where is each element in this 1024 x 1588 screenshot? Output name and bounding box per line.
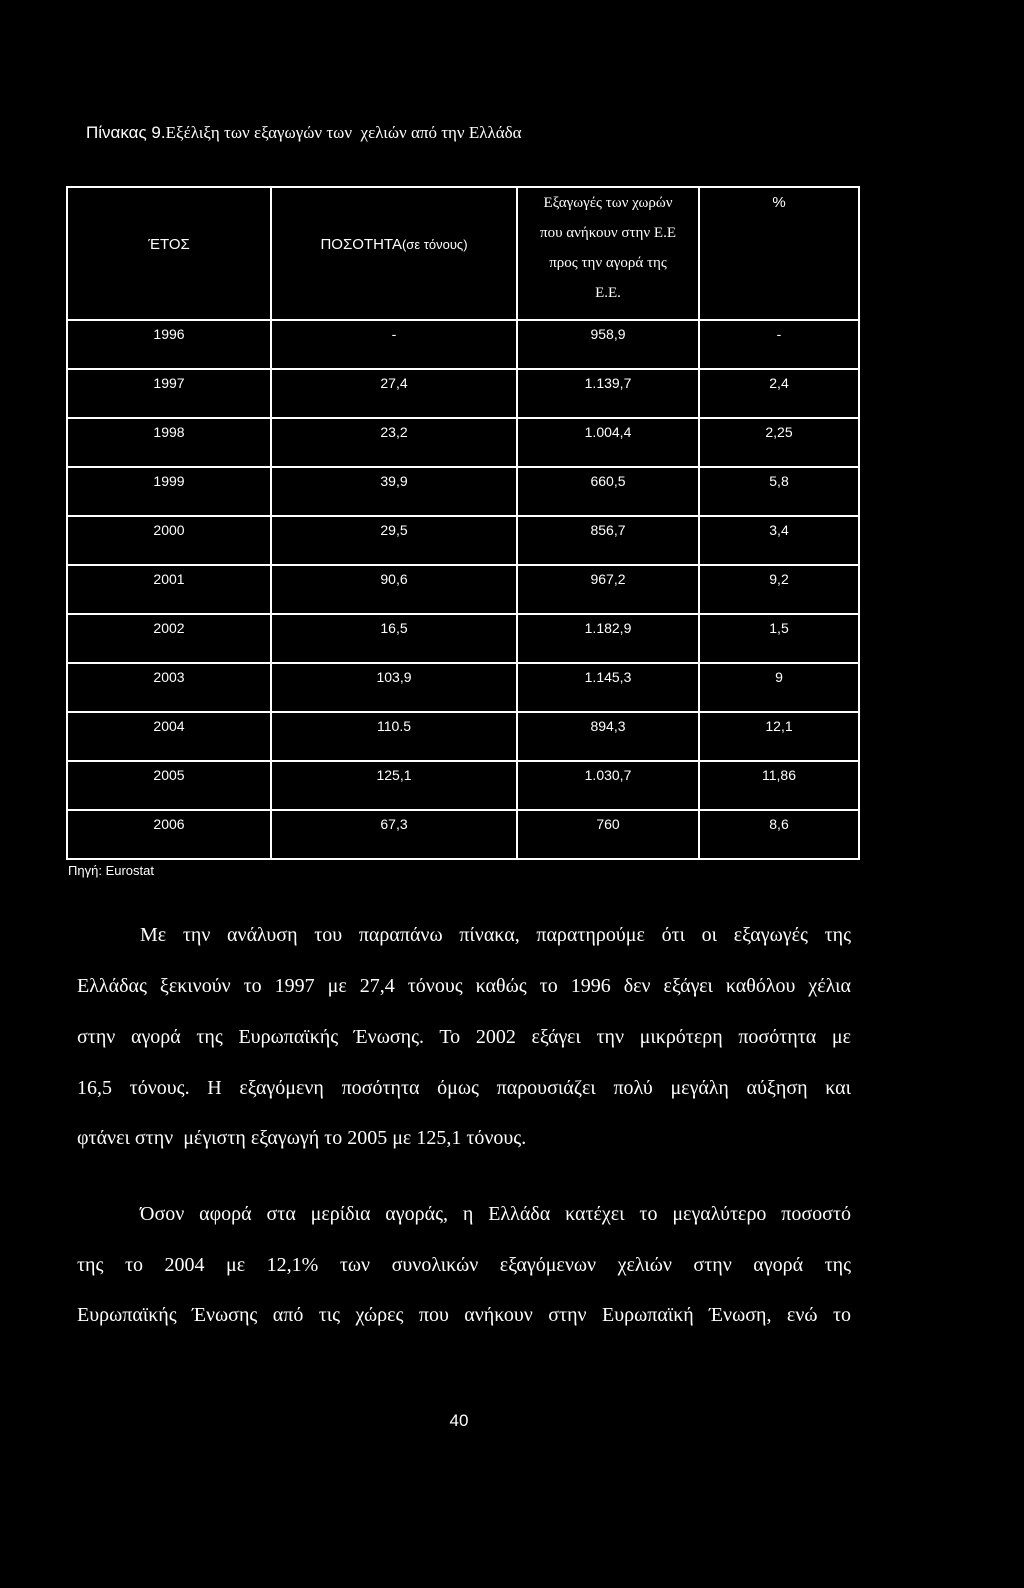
header-year: ΈΤΟΣ	[68, 188, 272, 321]
cell-year: 2000	[68, 517, 272, 566]
cell-percent: 8,6	[700, 811, 860, 860]
cell-quantity: 39,9	[272, 468, 518, 517]
cell-quantity: 27,4	[272, 370, 518, 419]
cell-percent: 2,25	[700, 419, 860, 468]
table-caption-title: Εξέλιξη των εξαγωγών των χελιών από την Ελλάδα	[165, 123, 522, 142]
header-eu-exports-line: που ανήκουν στην Ε.Ε	[540, 225, 676, 241]
header-eu-exports	[518, 188, 700, 321]
cell-percent: 12,1	[700, 713, 860, 762]
cell-percent: 2,4	[700, 370, 860, 419]
cell-year: 2005	[68, 762, 272, 811]
cell-year: 2003	[68, 664, 272, 713]
paragraph-line: Ευρωπαϊκής Ένωσης από τις χώρες που ανήκουν στην Ευρωπαϊκή Ένωση, ενώ το	[77, 1304, 851, 1326]
cell-eu-exports: 1.030,7	[518, 762, 700, 811]
cell-eu-exports: 958,9	[518, 321, 700, 370]
cell-year: 2004	[68, 713, 272, 762]
header-quantity-label: ΠΟΣΟΤΗΤΑ	[320, 236, 402, 253]
cell-eu-exports: 1.004,4	[518, 419, 700, 468]
cell-percent: 9,2	[700, 566, 860, 615]
cell-quantity: 23,2	[272, 419, 518, 468]
cell-eu-exports: 1.145,3	[518, 664, 700, 713]
table-caption-label: Πίνακας 9.	[86, 123, 166, 142]
cell-year: 2006	[68, 811, 272, 860]
cell-year: 2001	[68, 566, 272, 615]
cell-quantity: 29,5	[272, 517, 518, 566]
cell-quantity: -	[272, 321, 518, 370]
header-quantity	[272, 188, 518, 321]
table-caption	[86, 123, 522, 143]
cell-year: 1998	[68, 419, 272, 468]
cell-eu-exports: 1.139,7	[518, 370, 700, 419]
cell-percent: 11,86	[700, 762, 860, 811]
exports-table	[66, 186, 860, 860]
page-number: 40	[449, 1411, 469, 1430]
cell-quantity: 90,6	[272, 566, 518, 615]
cell-quantity: 103,9	[272, 664, 518, 713]
cell-percent: -	[700, 321, 860, 370]
paragraph-line: στην αγορά της Ευρωπαϊκής Ένωσης. Το 2002 εξάγει την μικρότερη ποσότητα με	[77, 1026, 851, 1048]
cell-year: 1996	[68, 321, 272, 370]
header-eu-exports-line: Εξαγωγές των χωρών	[543, 195, 673, 211]
cell-quantity: 110.5	[272, 713, 518, 762]
cell-percent: 9	[700, 664, 860, 713]
cell-eu-exports: 660,5	[518, 468, 700, 517]
paragraph-line: 16,5 τόνους. Η εξαγόμενη ποσότητα όμως παρουσιάζει πολύ μεγάλη αύξηση και	[77, 1077, 851, 1099]
cell-percent: 3,4	[700, 517, 860, 566]
cell-percent: 1,5	[700, 615, 860, 664]
paragraph-line: Ελλάδας ξεκινούν το 1997 με 27,4 τόνους καθώς το 1996 δεν εξάγει καθόλου χέλια	[77, 975, 851, 997]
paragraph-line: Με την ανάλυση του παραπάνω πίνακα, παρατηρούμε ότι οι εξαγωγές της	[140, 924, 851, 946]
cell-quantity: 125,1	[272, 762, 518, 811]
table-source: Πηγή: Eurostat	[68, 863, 154, 878]
header-eu-exports-line: προς την αγορά της	[549, 255, 667, 271]
header-eu-exports-line: Ε.Ε.	[595, 285, 621, 301]
cell-eu-exports: 1.182,9	[518, 615, 700, 664]
cell-quantity: 16,5	[272, 615, 518, 664]
cell-year: 1997	[68, 370, 272, 419]
cell-eu-exports: 856,7	[518, 517, 700, 566]
cell-year: 2002	[68, 615, 272, 664]
paragraph-line: φτάνει στην μέγιστη εξαγωγή το 2005 με 125,1 τόνους.	[77, 1127, 527, 1149]
cell-eu-exports: 967,2	[518, 566, 700, 615]
cell-year: 1999	[68, 468, 272, 517]
cell-eu-exports: 894,3	[518, 713, 700, 762]
paragraph-line: Όσον αφορά στα μερίδια αγοράς, η Ελλάδα κατέχει το μεγαλύτερο ποσοστό	[140, 1203, 851, 1225]
paragraph-line: της το 2004 με 12,1% των συνολικών εξαγόμενων χελιών στην αγορά της	[77, 1254, 851, 1276]
cell-quantity: 67,3	[272, 811, 518, 860]
cell-eu-exports: 760	[518, 811, 700, 860]
cell-percent: 5,8	[700, 468, 860, 517]
header-quantity-unit: (σε τόνους)	[401, 237, 468, 252]
header-percent: %	[700, 188, 860, 321]
